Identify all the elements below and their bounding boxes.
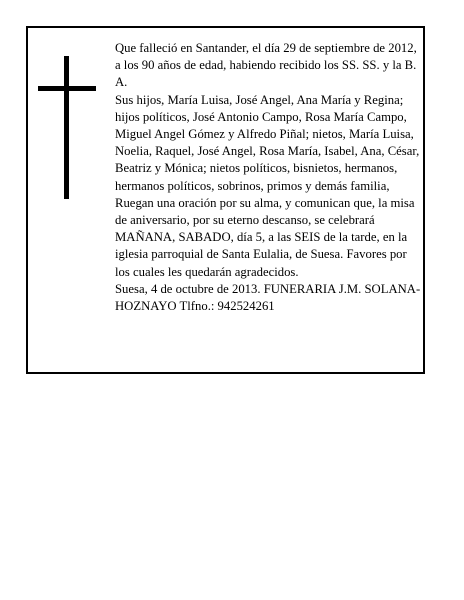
mass-paragraph: Ruegan una oración por su alma, y comunican que, la misa de aniversario, por su eterno descanso, se celebrará MAÑANA, SABADO, día 5, a las SEIS de la tarde, en la iglesia parroquial de Santa Eulalia, de Suesa. Favores por los cuales les quedarán agradecidos. xyxy=(115,195,415,279)
notice-text xyxy=(115,40,423,315)
announcement-paragraph: Que falleció en Santander, el día 29 de septiembre de 2012, a los 90 años de edad, habiendo recibido los SS. SS. y la B. A. xyxy=(115,41,417,90)
obituary-notice xyxy=(26,26,425,374)
cross-icon xyxy=(38,56,96,199)
cross-horizontal-bar xyxy=(38,86,96,91)
family-paragraph: Sus hijos, María Luisa, José Angel, Ana María y Regina; hijos políticos, José Antonio Campo, Rosa María Campo, Miguel Angel Gómez y Alfredo Piñal; nietos, María Luisa, Noelia, Raquel, José Angel, Rosa María, Isabel, Ana, César, Beatriz y Mónica; nietos políticos, bisnietos, hermanos, hermanos políticos, sobrinos, primos y demás familia, xyxy=(115,92,420,193)
cross-vertical-bar xyxy=(64,56,69,199)
signature-paragraph: Suesa, 4 de octubre de 2013. FUNERARIA J.M. SOLANA-HOZNAYO Tlfno.: 942524261 xyxy=(115,281,421,314)
